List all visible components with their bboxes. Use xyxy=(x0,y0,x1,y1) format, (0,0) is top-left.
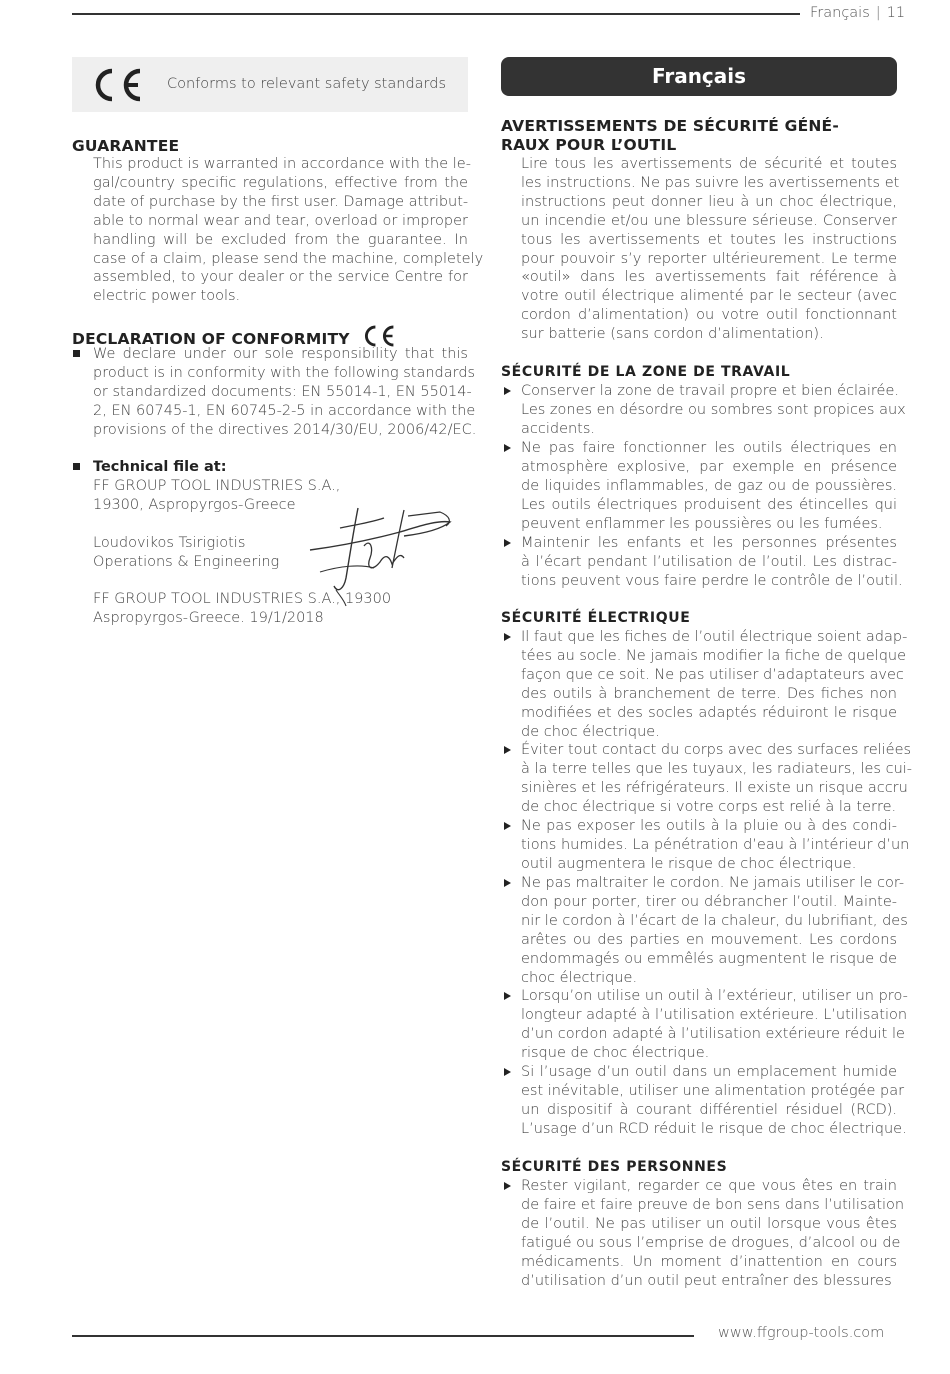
text-line: un dispositif à courant différentiel résiduel (RCD). xyxy=(521,1101,897,1118)
text-line: cordon d’alimentation) ou votre outil fonctionnant xyxy=(521,307,897,324)
language-banner: Français xyxy=(501,57,897,96)
text-line: risque de choc électrique. xyxy=(521,1044,710,1061)
text-line: tions peuvent vous faire perdre le contrôle de l’outil. xyxy=(521,572,903,589)
bullet-square-icon xyxy=(73,463,80,470)
text-line: d’utilisation d’un outil peut entraîner des blessures xyxy=(521,1272,892,1289)
text-line: choc électrique. xyxy=(521,969,638,986)
heading-line: RAUX POUR L’OUTIL xyxy=(501,136,677,154)
electrical-item-1 xyxy=(521,628,908,741)
electrical-item-6 xyxy=(521,1063,907,1139)
text-line: Les zones en désordre ou sombres sont propices aux xyxy=(521,401,906,418)
text-line: à la terre telles que les tuyaux, les radiateurs, les cui- xyxy=(521,760,913,777)
text-line: fatigué ou sous l’emprise de drogues, d’alcool ou de xyxy=(521,1234,901,1251)
guarantee-text xyxy=(93,155,484,306)
text-line: tions humides. La pénétration d’eau à l’intérieur d’un xyxy=(521,836,910,853)
text-line: nir le cordon à l’écart de la chaleur, du lubrifiant, des xyxy=(521,912,908,929)
bullet-triangle-icon xyxy=(504,1182,511,1190)
electrical-item-3 xyxy=(521,817,910,874)
text-line: assembled, to your dealer or the service Centre for xyxy=(93,269,468,286)
footer-website-link[interactable]: www.ffgroup-tools.com xyxy=(718,1325,885,1341)
text-line: Ne pas faire fonctionner les outils électriques en xyxy=(521,440,897,456)
bullet-triangle-icon xyxy=(504,1068,511,1076)
text-line: 2, EN 60745-1, EN 60745-2-5 in accordance with the xyxy=(93,402,476,419)
address-line: 19300, Aspropyrgos-Greece xyxy=(93,496,296,513)
text-line: «outil» dans les avertissements fait référence à xyxy=(521,269,897,286)
text-line: L’usage d’un RCD réduit le risque de choc électrique. xyxy=(521,1120,907,1137)
work-area-item-3 xyxy=(521,534,903,591)
footer-rule xyxy=(72,1335,694,1337)
text-line: tées au socle. Ne jamais modifier la fiche de quelque xyxy=(521,647,907,664)
text-line: d’un cordon adapté à l’utilisation extérieure réduit le xyxy=(521,1025,905,1042)
text-line: accidents. xyxy=(521,420,596,437)
text-line: de liquides inflammables, de gaz ou de poussières. xyxy=(521,477,897,494)
bullet-triangle-icon xyxy=(504,746,511,754)
ce-box-text: Conforms to relevant safety standards xyxy=(167,76,446,92)
header-separator: | xyxy=(875,5,881,21)
text-line: Les outils électriques produisent des étincelles qui xyxy=(521,496,897,513)
text-line: des outils à branchement de terre. Des fiches non xyxy=(521,685,897,702)
text-line: tous les avertissements et toutes les instructions xyxy=(521,231,897,248)
work-area-item-2 xyxy=(521,439,897,534)
text-line: Éviter tout contact du corps avec des surfaces reliées xyxy=(521,742,912,758)
signatory-role: Operations & Engineering xyxy=(93,553,280,570)
text-line: votre outil électrique alimenté par le secteur (avec xyxy=(521,288,897,305)
signature-image xyxy=(300,488,460,608)
electrical-item-4 xyxy=(521,874,908,987)
text-line: arêtes ou des parties en mouvement. Les cordons xyxy=(521,931,897,948)
declaration-text xyxy=(93,345,477,440)
electrical-item-5 xyxy=(521,987,908,1063)
text-line: atmosphère explosive, par exemple en présence xyxy=(521,458,897,475)
text-line: handling will be excluded from the guarantee. In xyxy=(93,231,468,248)
text-line: peuvent enflammer les poussières ou les fumées. xyxy=(521,515,883,532)
text-line: modifiées et des socles adaptés réduiront le risque xyxy=(521,704,897,721)
text-line: outil augmentera le risque de choc électrique. xyxy=(521,855,857,872)
bullet-triangle-icon xyxy=(504,633,511,641)
text-line: façon que ce soit. Ne pas utiliser d’adaptateurs avec xyxy=(521,666,904,683)
header-rule xyxy=(72,13,800,15)
bullet-triangle-icon xyxy=(504,992,511,1000)
text-line: Lorsqu’on utilise un outil à l’extérieur, utiliser un pro- xyxy=(521,988,908,1004)
general-warnings-text xyxy=(521,155,900,344)
text-line: This product is warranted in accordance with the le- xyxy=(93,156,471,172)
text-line: Rester vigilant, regarder ce que vous êtes en train xyxy=(521,1178,897,1194)
text-line: Si l’usage d’un outil dans un emplacement humide xyxy=(521,1064,897,1080)
text-line: sur batterie (sans cordon d’alimentation). xyxy=(521,326,824,343)
general-warnings-heading xyxy=(501,117,839,155)
guarantee-heading: GUARANTEE xyxy=(72,137,180,155)
text-line: de l’outil. Ne pas utiliser un outil lorsque vous êtes xyxy=(521,1215,897,1232)
text-line: est inévitable, utiliser une alimentation protégée par xyxy=(521,1082,905,1099)
text-line: de faire et faire preuve de bon sens dans l’utilisation xyxy=(521,1196,905,1213)
ce-mark-icon xyxy=(90,67,146,103)
bullet-triangle-icon xyxy=(504,539,511,547)
text-line: de choc électrique. xyxy=(521,723,660,740)
heading-line: AVERTISSEMENTS DE SÉCURITÉ GÉNÉ- xyxy=(501,117,839,135)
work-area-heading: SÉCURITÉ DE LA ZONE DE TRAVAIL xyxy=(501,364,791,380)
text-line: un incendie et/ou une blessure sérieuse. Conserver xyxy=(521,212,897,229)
text-line: instructions peut donner lieu à un choc électrique, xyxy=(521,193,897,210)
text-line: Ne pas exposer les outils à la pluie ou à des condi- xyxy=(521,818,897,834)
text-line: à l’écart pendant l’utilisation de l’outil. Les distrac- xyxy=(521,553,897,570)
bullet-triangle-icon xyxy=(504,822,511,830)
bullet-triangle-icon xyxy=(504,387,511,395)
electrical-item-2 xyxy=(521,741,913,817)
declaration-title: DECLARATION OF CONFORMITY xyxy=(72,330,350,348)
text-line: Lire tous les avertissements de sécurité et toutes xyxy=(521,156,897,172)
text-line: product is in conformity with the following standards xyxy=(93,364,476,381)
text-line: able to normal wear and tear, overload or improper xyxy=(93,212,468,229)
work-area-item-1 xyxy=(521,382,906,439)
page-number: 11 xyxy=(886,5,906,21)
text-line: pour pouvoir s’y reporter ultérieurement. Le terme xyxy=(521,250,897,267)
bullet-triangle-icon xyxy=(504,444,511,452)
text-line: We declare under our sole responsibility that this xyxy=(93,346,468,362)
text-line: Maintenir les enfants et les personnes présentes xyxy=(521,535,897,551)
text-line: les instructions. Ne pas suivre les avertissements et xyxy=(521,174,900,191)
text-line: electric power tools. xyxy=(93,288,241,305)
text-line: Ne pas maltraiter le cordon. Ne jamais utiliser le cor- xyxy=(521,875,905,891)
text-line: provisions of the directives 2014/30/EU, 2006/42/EC. xyxy=(93,421,477,438)
ce-conformity-box xyxy=(72,57,468,112)
bullet-triangle-icon xyxy=(504,879,511,887)
text-line: sinières et les réfrigérateurs. Il existe un risque accru xyxy=(521,779,908,796)
text-line: gal/country specific regulations, effective from the xyxy=(93,174,468,191)
text-line: longteur adapté à l’utilisation extérieure. L’utilisation xyxy=(521,1006,908,1023)
text-line: case of a claim, please send the machine, completely xyxy=(93,250,484,267)
text-line: endommagés ou emmêlés augmentent le risque de xyxy=(521,950,897,967)
text-line: médicaments. Un moment d’inattention en cours xyxy=(521,1253,897,1270)
text-line: don pour porter, tirer ou débrancher l’outil. Mainte- xyxy=(521,893,897,910)
address-line: FF GROUP TOOL INDUSTRIES S.A., xyxy=(93,477,341,494)
header-language: Français xyxy=(810,5,870,21)
personal-safety-heading: SÉCURITÉ DES PERSONNES xyxy=(501,1159,728,1175)
electrical-heading: SÉCURITÉ ÉLECTRIQUE xyxy=(501,610,691,626)
place-date-line: FF GROUP TOOL INDUSTRIES S.A., 19300 xyxy=(93,591,392,608)
text-line: date of purchase by the first user. Damage attribut- xyxy=(93,193,469,210)
personal-item-1 xyxy=(521,1177,905,1290)
technical-file-label: Technical file at: xyxy=(93,459,227,475)
page-header xyxy=(810,5,930,21)
signatory-name: Loudovikos Tsirigiotis xyxy=(93,534,246,551)
text-line: Il faut que les fiches de l’outil électrique soient adap- xyxy=(521,629,908,645)
text-line: Conserver la zone de travail propre et bien éclairée. xyxy=(521,383,900,399)
text-line: or standardized documents: EN 55014-1, EN 55014- xyxy=(93,383,472,400)
place-date-line: Aspropyrgos-Greece. 19/1/2018 xyxy=(93,610,324,627)
text-line: de choc électrique si votre corps est relié à la terre. xyxy=(521,798,897,815)
bullet-square-icon xyxy=(73,350,80,357)
